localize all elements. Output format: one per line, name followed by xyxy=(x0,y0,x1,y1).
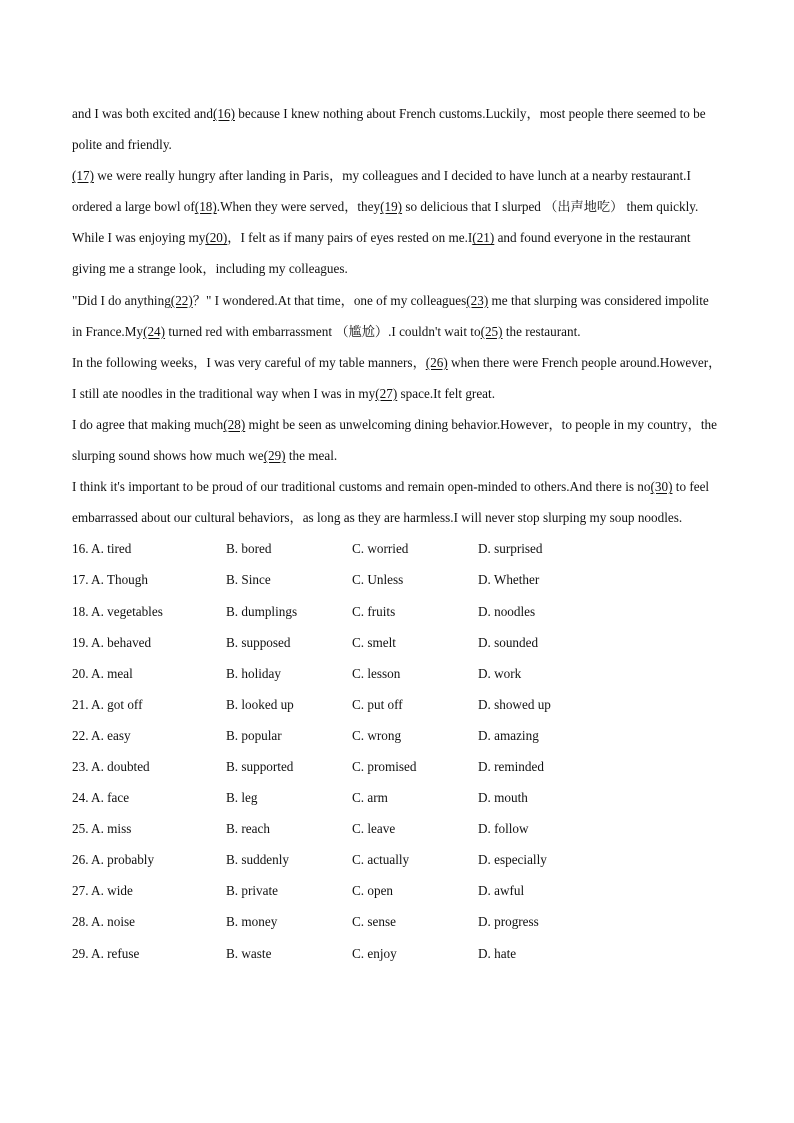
passage-text: In the following weeks，I was very careful of my table manners， xyxy=(72,354,426,370)
option-a: 19. A. behaved xyxy=(72,634,152,650)
passage-text: ？" I wondered.At that time，one of my colleagues xyxy=(192,292,467,308)
blank-number: (28) xyxy=(223,416,246,432)
question-row xyxy=(72,564,722,595)
passage-paragraph xyxy=(72,160,722,222)
option-d: D. mouth xyxy=(478,790,528,806)
question-row xyxy=(72,813,722,844)
option-a: 16. A. tired xyxy=(72,541,132,557)
passage-text: I do agree that making much xyxy=(72,416,224,432)
option-c: C. actually xyxy=(352,852,410,868)
passage-paragraph xyxy=(72,222,722,284)
question-row xyxy=(72,782,722,813)
passage-paragraph xyxy=(72,409,722,471)
option-a: 24. A. face xyxy=(72,790,130,806)
question-row xyxy=(72,533,722,564)
blank-number: (21) xyxy=(472,230,495,246)
question-row xyxy=(72,938,722,969)
option-b: B. popular xyxy=(226,727,282,743)
option-a: 29. A. refuse xyxy=(72,945,140,961)
option-a: 23. A. doubted xyxy=(72,758,150,774)
blank-number: (16) xyxy=(213,106,235,121)
option-c: C. fruits xyxy=(352,603,396,619)
blank-number: (20) xyxy=(205,230,228,246)
option-d: D. awful xyxy=(478,883,525,899)
option-a: 22. A. easy xyxy=(72,727,131,743)
question-row xyxy=(72,689,722,720)
option-c: C. put off xyxy=(352,696,403,712)
blank-number: (19) xyxy=(380,199,403,215)
blank-number: (30) xyxy=(650,479,673,495)
option-d: D. Whether xyxy=(478,572,540,588)
option-b: B. dumplings xyxy=(226,603,298,619)
option-c: C. Unless xyxy=(352,572,404,588)
passage-text: "Did I do anything xyxy=(72,292,171,308)
passage-text: ，I felt as if many pairs of eyes rested on me.I xyxy=(227,230,473,246)
option-d: D. especially xyxy=(478,852,547,868)
option-c: C. arm xyxy=(352,790,388,806)
option-c: C. leave xyxy=(352,821,396,837)
option-d: D. progress xyxy=(478,914,539,930)
answer-options xyxy=(72,533,722,968)
option-a: 17. A. Though xyxy=(72,572,148,588)
blank-number: (25) xyxy=(480,323,503,339)
question-row xyxy=(72,906,722,937)
option-c: C. smelt xyxy=(352,634,396,650)
passage-text: and found everyone in the restaurant giving me a strange look，including my colleagues. xyxy=(72,230,691,277)
blank-number: (22) xyxy=(170,292,193,308)
option-c: C. promised xyxy=(352,758,417,774)
blank-number: (18) xyxy=(194,199,217,215)
option-d: D. hate xyxy=(478,945,517,961)
passage-text: the restaurant. xyxy=(502,323,581,339)
question-row xyxy=(72,658,722,689)
option-d: D. amazing xyxy=(478,727,539,743)
option-b: B. looked up xyxy=(226,696,294,712)
blank-number: (23) xyxy=(466,292,489,308)
question-row xyxy=(72,720,722,751)
passage-paragraph xyxy=(72,98,722,160)
passage-paragraph xyxy=(72,285,722,347)
option-d: D. showed up xyxy=(478,696,551,712)
option-d: D. follow xyxy=(478,821,529,837)
option-a: 18. A. vegetables xyxy=(72,603,163,619)
option-c: C. worried xyxy=(352,541,409,557)
option-b: B. supposed xyxy=(226,634,291,650)
option-d: D. noodles xyxy=(478,603,536,619)
passage-text: I think it's important to be proud of our traditional customs and remain open-minded to others.And there is no xyxy=(72,479,651,495)
option-c: C. open xyxy=(352,883,394,899)
passage-text: so delicious that I slurped （出声地吃） them quickly. xyxy=(402,199,699,215)
question-row xyxy=(72,751,722,782)
option-b: B. leg xyxy=(226,790,258,806)
option-c: C. enjoy xyxy=(352,945,397,961)
option-a: 28. A. noise xyxy=(72,914,136,930)
option-c: C. sense xyxy=(352,914,396,930)
option-b: B. reach xyxy=(226,821,270,837)
cloze-passage xyxy=(72,98,722,533)
blank-number: (17) xyxy=(72,168,94,184)
option-a: 27. A. wide xyxy=(72,883,133,899)
passage-paragraph xyxy=(72,471,722,533)
option-b: B. holiday xyxy=(226,665,281,681)
option-b: B. bored xyxy=(226,541,272,557)
option-b: B. supported xyxy=(226,758,294,774)
question-row xyxy=(72,596,722,627)
option-b: B. suddenly xyxy=(226,852,290,868)
option-c: C. wrong xyxy=(352,727,402,743)
exam-page xyxy=(72,98,722,969)
passage-text: space.It felt great. xyxy=(397,385,495,401)
option-a: 20. A. meal xyxy=(72,665,133,681)
option-a: 21. A. got off xyxy=(72,696,143,712)
option-a: 26. A. probably xyxy=(72,852,155,868)
blank-number: (24) xyxy=(143,323,166,339)
option-b: B. money xyxy=(226,914,278,930)
option-b: B. private xyxy=(226,883,279,899)
option-c: C. lesson xyxy=(352,665,401,681)
question-row xyxy=(72,875,722,906)
blank-number: (26) xyxy=(425,354,448,370)
option-d: D. surprised xyxy=(478,541,543,557)
passage-text: might be seen as unwelcoming dining behavior.However，to people in my country，the slurping sound shows how much we xyxy=(72,416,717,464)
option-b: B. Since xyxy=(226,572,271,588)
passage-paragraph xyxy=(72,347,722,409)
option-a: 25. A. miss xyxy=(72,821,132,837)
passage-text: me that slurping was considered impolite in France.My xyxy=(72,292,709,339)
passage-text: and I was both excited and xyxy=(72,106,213,121)
option-b: B. waste xyxy=(226,945,272,961)
option-d: D. sounded xyxy=(478,634,539,650)
passage-text: when there were French people around.However，I still ate noodles in the traditional way when I was in my xyxy=(72,354,722,401)
question-row xyxy=(72,627,722,658)
passage-text: to feel embarrassed about our cultural behaviors，as long as they are harmless.I will never stop slurping my soup noodles. xyxy=(72,479,710,526)
option-d: D. reminded xyxy=(478,758,544,774)
question-row xyxy=(72,844,722,875)
blank-number: (29) xyxy=(263,448,286,464)
passage-text: because I knew nothing about French customs.Luckily，most people there seemed to be polite and friendly. xyxy=(72,106,706,153)
passage-text: the meal. xyxy=(285,448,338,464)
passage-text: turned red with embarrassment （尴尬）.I couldn't wait to xyxy=(165,323,481,339)
passage-text: While I was enjoying my xyxy=(72,230,206,246)
passage-text: we were really hungry after landing in Paris，my colleagues and I decided to have lunch at a nearby restaurant.I ordered a large bowl of xyxy=(72,168,691,215)
passage-text: .When they were served，they xyxy=(216,199,381,215)
option-d: D. work xyxy=(478,665,522,681)
blank-number: (27) xyxy=(375,385,398,401)
